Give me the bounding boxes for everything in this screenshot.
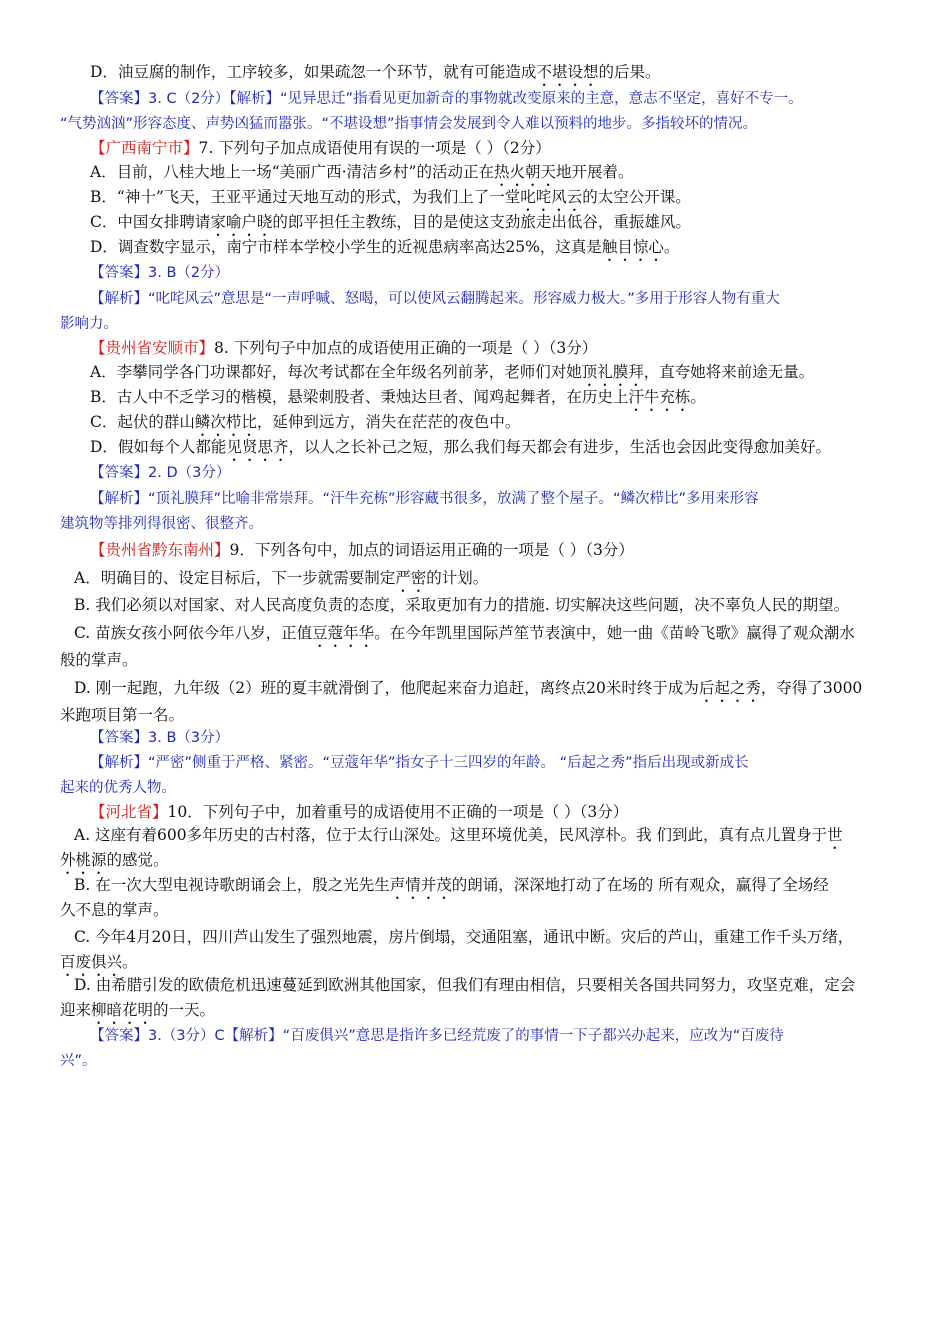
q10-answer-line: 兴”。 — [60, 1053, 97, 1069]
emphasized-idiom: 不堪设想 — [536, 63, 599, 81]
q7-analysis-line: 【解析】“叱咤风云”意思是“一声呼喊、怒喝，可以使风云翻腾起来。形容威力极大。”多用于形容人物有重大 — [90, 291, 780, 307]
emphasized-word: 严密 — [395, 569, 427, 587]
q10-stem: 【河北省】10．下列句子中，加着重号的成语使用不正确的一项是（ ）（3分） — [90, 803, 629, 821]
emphasized-idiom: 豆蔻年华 — [312, 624, 375, 642]
emphasized-idiom: 家喻户晓 — [210, 213, 273, 231]
q9-option-c: C. 苗族女孩小阿依今年八岁，正值豆蔻年华。在今年凯里国际芦笙节表演中，她一曲《苗岭飞歌》赢得了观众潮水 — [74, 624, 855, 642]
source-tag: 【河北省】 — [90, 803, 168, 821]
q7-option-b: B．“神十”飞天，王亚平通过天地互动的形式，为我们上了一堂叱咤风云的太空公开课。 — [90, 188, 691, 206]
emphasized-idiom: 汗牛充栋 — [628, 388, 691, 406]
q9-stem: 【贵州省黔东南州】9．下列各句中，加点的词语运用正确的一项是（ ）（3分） — [90, 541, 634, 559]
emphasized-idiom: 顶礼膜拜 — [581, 363, 644, 381]
q8-analysis-line: 建筑物等排列得很密、很整齐。 — [60, 516, 263, 532]
q9-answer: 【答案】3. B（3分） — [90, 730, 230, 746]
q8-answer: 【答案】2. D（3分） — [90, 465, 231, 481]
q10-option-b: B. 在一次大型电视诗歌朗诵会上，殷之光先生声情并茂的朗诵，深深地打动了在场的 所有观众，赢得了全场经 — [74, 876, 829, 894]
emphasized-idiom: 鳞次栉比 — [194, 413, 257, 431]
q8-option-a: A．李攀同学各门功课都好，每次考试都在全年级名列前茅，老师们对她顶礼膜拜，直夸她将来前途无量。 — [90, 363, 815, 381]
q7-option-d: D．调查数字显示，南宁市样本学校小学生的近视患病率高达25%，这真是触目惊心。 — [90, 238, 680, 256]
q6-analysis-line: “气势汹汹”形容态度、声势凶猛而嚣张。“不堪设想”指事情会发展到令人难以预料的地步。多指较坏的情况。 — [60, 116, 758, 132]
q10-option-d-cont: 迎来柳暗花明的一天。 — [60, 1001, 216, 1019]
source-tag: 【广西南宁市】 — [90, 139, 199, 157]
q8-option-b: B．古人中不乏学习的楷模，悬梁刺股者、秉烛达旦者、闻鸡起舞者，在历史上汗牛充栋。 — [90, 388, 706, 406]
q10-option-a: A. 这座有着600多年历史的古村落，位于太行山深处。这里环境优美，民风淳朴。我 们到此，真有点儿置身于世 — [74, 826, 843, 844]
q7-stem: 【广西南宁市】7. 下列句子加点成语使用有误的一项是（ ）（2分） — [90, 139, 551, 157]
q10-option-c-cont: 百废俱兴。 — [60, 953, 138, 971]
emphasized-idiom: 触目惊心 — [601, 238, 664, 256]
q10-option-a-cont: 外桃源的感觉。 — [60, 851, 169, 869]
q8-option-c: C．起伏的群山鳞次栉比，延伸到远方，消失在茫茫的夜色中。 — [90, 413, 521, 431]
q10-option-c: C. 今年4月20日，四川芦山发生了强烈地震，房片倒塌，交通阻塞，通讯中断。灾后的芦山，重建工作千头万绪， — [74, 928, 854, 946]
q8-option-d: D．假如每个人都能见贤思齐，以人之长补己之短，那么我们每天都会有进步，生活也会因此变得愈加美好。 — [90, 438, 831, 456]
q8-stem: 【贵州省安顺市】8. 下列句子中加点的成语使用正确的一项是（ ）（3分） — [90, 339, 598, 357]
emphasized-idiom: 热火朝天 — [493, 163, 556, 181]
emphasized-idiom: 外桃源 — [60, 851, 107, 869]
emphasized-idiom: 后起之秀 — [698, 679, 761, 697]
emphasized-idiom: 百废俱兴 — [60, 953, 123, 971]
q6-answer-line: 【答案】3. C（2分）【解析】“见异思迁”指看见更加新奇的事物就改变原来的主意，意志不坚定，喜好不专一。 — [90, 91, 803, 107]
q7-answer: 【答案】3. B（2分） — [90, 265, 230, 281]
q7-option-c: C．中国女排聘请家喻户晓的郎平担任主教练，目的是使这支劲旅走出低谷，重振雄风。 — [90, 213, 691, 231]
q9-option-c-cont: 般的掌声。 — [60, 651, 138, 669]
q6-option-d: D．油豆腐的制作，工序较多，如果疏忽一个环节，就有可能造成不堪设想的后果。 — [90, 63, 661, 81]
q10-answer-line: 【答案】3.（3分）C【解析】“百废俱兴”意思是指许多已经荒废了的事情一下子都兴办起来，应改为“百废待 — [90, 1028, 784, 1044]
emphasized-idiom: 声情并茂 — [389, 876, 452, 894]
source-tag: 【贵州省安顺市】 — [90, 339, 215, 357]
q9-option-a: A．明确目的、设定目标后，下一步就需要制定严密的计划。 — [74, 569, 489, 587]
emphasized-idiom: 柳暗花明 — [91, 1001, 154, 1019]
q9-option-d: D. 刚一起跑，九年级（2）班的夏丰就滑倒了，他爬起来奋力追赶，离终点20米时终于成为后起之秀，夺得了3000 — [74, 679, 863, 697]
q7-analysis-line: 影响力。 — [60, 316, 118, 332]
source-tag: 【贵州省黔东南州】 — [90, 541, 230, 559]
q10-option-b-cont: 久不息的掌声。 — [60, 901, 169, 919]
emphasized-idiom: 见贤思齐 — [226, 438, 289, 456]
q7-option-a: A．目前，八桂大地上一场“美丽广西·清洁乡村”的活动正在热火朝天地开展着。 — [90, 163, 634, 181]
q9-option-b: B. 我们必须以对国家、对人民高度负责的态度，采取更加有力的措施. 切实解决这些问题，决不辜负人民的期望。 — [74, 596, 850, 614]
emphasized-idiom: 叱咤风云 — [520, 188, 583, 206]
q9-analysis-line: 起来的优秀人物。 — [60, 780, 176, 796]
q8-analysis-line: 【解析】“顶礼膜拜”比喻非常崇拜。“汗牛充栋”形容藏书很多，放满了整个屋子。“鳞次栉比”多用来形容 — [90, 491, 759, 507]
emphasized-idiom: 世 — [827, 826, 843, 844]
q10-option-d: D. 由希腊引发的欧债危机迅速蔓延到欧洲其他国家，但我们有理由相信，只要相关各国共同努力，攻坚克难，定会 — [74, 976, 856, 994]
q9-analysis-line: 【解析】“严密”侧重于严格、紧密。“豆蔻年华”指女子十三四岁的年龄。 “后起之秀”指后出现或新成长 — [90, 755, 749, 771]
q9-option-d-cont: 米跑项目第一名。 — [60, 706, 185, 724]
